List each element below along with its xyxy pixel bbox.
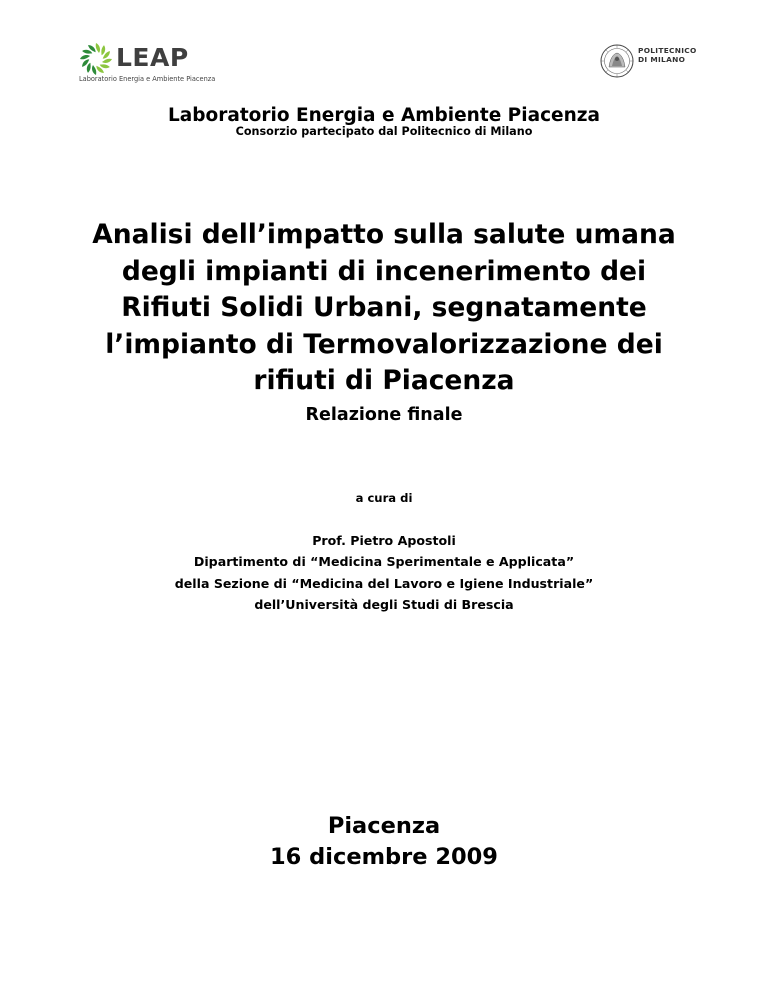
lab-name: Laboratorio Energia e Ambiente Piacenza xyxy=(167,105,601,126)
report-title-line: degli impianti di incenerimento dei xyxy=(121,255,647,287)
polimi-logo xyxy=(600,44,710,80)
polimi-name-line1: POLITECNICO xyxy=(638,46,697,55)
author-section: della Sezione di “Medicina del Lavoro e Igiene Industriale” xyxy=(174,575,594,591)
author-university: dell’Università degli Studi di Brescia xyxy=(254,596,514,612)
report-title-line: Rifiuti Solidi Urbani, segnatamente xyxy=(121,292,647,323)
leap-logo xyxy=(78,41,216,83)
polimi-seal-icon xyxy=(600,44,634,78)
author-department: Dipartimento di “Medicina Sperimentale e Applicata” xyxy=(193,554,575,570)
author-block xyxy=(0,530,768,615)
report-date: 16 dicembre 2009 xyxy=(270,844,498,870)
report-title-line: rifiuti di Piacenza xyxy=(253,365,515,396)
leap-swirl-icon xyxy=(78,41,114,77)
leap-wordmark: LEAP xyxy=(116,43,189,72)
author-name: Prof. Pietro Apostoli xyxy=(312,533,456,548)
report-subtitle: Relazione finale xyxy=(305,405,463,425)
polimi-name xyxy=(638,46,697,64)
report-title xyxy=(0,217,768,400)
report-title-line: l’impianto di Termovalorizzazione dei xyxy=(105,328,663,360)
report-place: Piacenza xyxy=(327,813,441,839)
report-title-line: Analisi dell’impatto sulla salute umana xyxy=(92,219,676,250)
curated-by-label: a cura di xyxy=(355,491,413,505)
leap-subtitle: Laboratorio Energia e Ambiente Piacenza xyxy=(79,75,216,83)
lab-subtitle: Consorzio partecipato dal Politecnico di Milano xyxy=(235,125,533,138)
polimi-name-line2: DI MILANO xyxy=(638,55,686,64)
